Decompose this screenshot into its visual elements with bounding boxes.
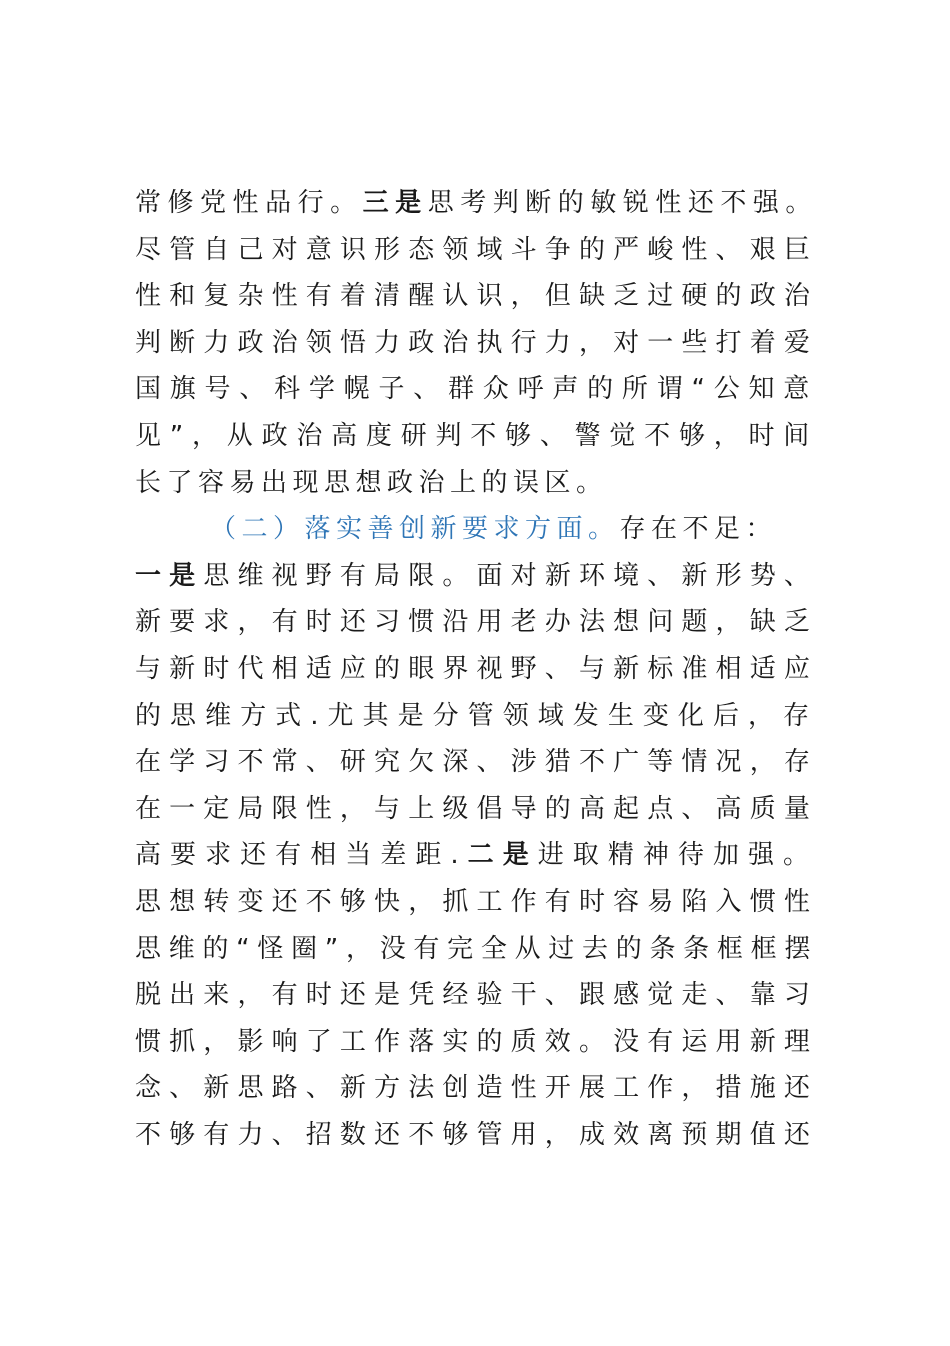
text-line (135, 882, 818, 922)
text-line (135, 602, 818, 642)
text-line (135, 1068, 818, 1108)
text-line (135, 230, 818, 270)
text-segment: 新要求，有时还习惯沿用老办法想问题，缺乏 (135, 607, 819, 638)
text-segment: 判断力政治领悟力政治执行力，对一些打着爱 (135, 327, 819, 358)
text-segment: 在学习不常、研究欠深、涉猎不广等情况，存 (135, 747, 819, 778)
emphasis-label: 二是 (467, 840, 538, 871)
text-line (135, 323, 818, 363)
text-line (135, 276, 818, 316)
text-segment: 长了容易出现思想政治上的误区。 (135, 467, 608, 498)
text-segment: 脱出来，有时还是凭经验干、跟感觉走、靠习 (135, 980, 819, 1011)
text-segment: 国旗号、科学幌子、群众呼声的所谓“公知意 (135, 374, 819, 405)
text-segment: 存在不足： (619, 514, 778, 545)
text-line (135, 369, 818, 409)
text-line (135, 416, 818, 456)
text-line (135, 789, 818, 829)
text-line (135, 1022, 818, 1062)
text-segment: 的思维方式.尤其是分管领域发生变化后，存 (135, 700, 819, 731)
text-line (135, 835, 818, 875)
text-line (135, 696, 818, 736)
text-segment: 在一定局限性，与上级倡导的高起点、高质量 (135, 793, 819, 824)
text-segment: 不够有力、招数还不够管用，成效离预期值还 (135, 1120, 819, 1150)
text-segment: 与新时代相适应的眼界视野、与新标准相适应 (135, 654, 819, 684)
emphasis-label: 一是 (135, 560, 204, 591)
text-segment: 高要求还有相当差距. (135, 840, 468, 871)
text-segment: 思考判断的敏锐性还不强。 (427, 188, 818, 218)
text-segment: 尽管自己对意识形态领域斗争的严峻性、艰巨 (135, 234, 819, 265)
text-line (135, 975, 818, 1015)
text-line (135, 649, 818, 689)
text-segment: 思维的“怪圈”，没有完全从过去的条条框框摆 (135, 933, 819, 964)
text-segment: 念、新思路、新方法创造性开展工作，措施还 (135, 1073, 819, 1104)
text-segment: 思维视野有局限。面对新环境、新形势、 (203, 560, 819, 591)
text-line (135, 929, 818, 969)
emphasis-label: 三是 (362, 188, 428, 218)
section-heading: （二）落实善创新要求方面。 (210, 514, 620, 545)
text-line (135, 556, 818, 596)
text-segment: 常修党性品行。 (135, 188, 363, 218)
text-line (135, 183, 818, 223)
text-segment: 惯抓，影响了工作落实的质效。没有运用新理 (135, 1026, 819, 1057)
text-line (135, 1115, 818, 1155)
text-segment: 见”，从政治高度研判不够、警觉不够，时间 (135, 421, 819, 451)
text-segment: 进取精神待加强。 (537, 840, 819, 871)
paragraph-first-line (210, 509, 777, 549)
text-line (135, 742, 818, 782)
text-segment: 思想转变还不够快，抓工作有时容易陷入惯性 (135, 887, 819, 917)
text-line (135, 463, 608, 503)
text-segment: 性和复杂性有着清醒认识，但缺乏过硬的政治 (135, 281, 819, 312)
